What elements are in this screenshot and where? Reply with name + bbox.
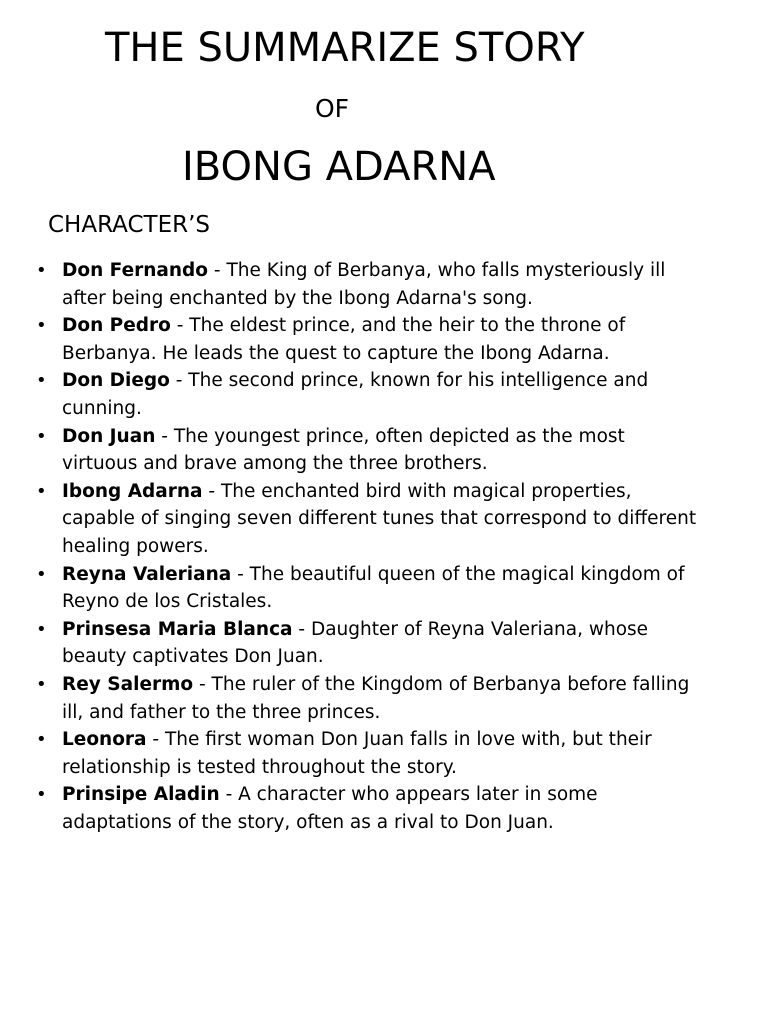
character-item	[36, 257, 702, 312]
character-name: Reyna Valeriana	[62, 563, 232, 585]
bullet-icon: •	[36, 480, 47, 502]
character-list	[36, 257, 702, 836]
document-title-subject: IBONG ADARNA	[182, 144, 496, 190]
character-description: - The first woman Don Juan falls in love with, but their relationship is tested throughout the story.	[62, 729, 652, 778]
bullet-icon: •	[36, 618, 47, 640]
bullet-icon: •	[36, 784, 47, 806]
bullet-icon: •	[36, 563, 47, 585]
character-name: Don Juan	[62, 425, 156, 447]
character-name: Prinsesa Maria Blanca	[62, 618, 293, 640]
character-name: Don Diego	[62, 370, 170, 392]
bullet-icon: •	[36, 425, 47, 447]
character-description: - The enchanted bird with magical properties, capable of singing seven different tunes that correspond to different healing powers.	[62, 480, 697, 557]
character-description: - The eldest prince, and the heir to the throne of Berbanya. He leads the quest to capture the Ibong Adarna.	[62, 315, 626, 364]
bullet-icon: •	[36, 370, 47, 392]
character-description: - A character who appears later in some adaptations of the story, often as a rival to Don Juan.	[62, 784, 598, 833]
character-item	[36, 312, 702, 367]
character-name: Don Pedro	[62, 315, 171, 337]
document-title-connector: OF	[315, 94, 350, 123]
character-name: Ibong Adarna	[62, 480, 203, 502]
character-item	[36, 781, 702, 836]
character-name: Don Fernando	[62, 260, 209, 281]
character-description: - The second prince, known for his intelligence and cunning.	[62, 370, 649, 419]
character-name: Prinsipe Aladin	[62, 784, 220, 806]
document-title: THE SUMMARIZE STORY	[105, 25, 585, 71]
bullet-icon: •	[36, 315, 47, 337]
character-description: - Daughter of Reyna Valeriana, whose beauty captivates Don Juan.	[62, 618, 649, 668]
bullet-icon: •	[36, 673, 47, 695]
bullet-icon: •	[36, 729, 47, 751]
character-name: Rey Salermo	[62, 673, 194, 695]
character-item	[36, 478, 702, 561]
characters-heading: CHARACTER’S	[48, 212, 210, 238]
character-item	[36, 616, 702, 671]
character-description: - The ruler of the Kingdom of Berbanya before falling ill, and father to the three princes.	[62, 673, 690, 723]
character-name: Leonora	[62, 729, 147, 751]
character-description: - The beautiful queen of the magical kingdom of Reyno de los Cristales.	[62, 563, 685, 613]
character-item	[36, 726, 702, 781]
character-item	[36, 367, 702, 422]
bullet-icon: •	[36, 260, 47, 281]
character-description: - The King of Berbanya, who falls mysteriously ill after being enchanted by the Ibong Adarna's song.	[62, 260, 666, 309]
character-item	[36, 423, 702, 478]
character-description: - The youngest prince, often depicted as the most virtuous and brave among the three brothers.	[62, 425, 625, 475]
character-item	[36, 561, 702, 616]
character-item	[36, 671, 702, 726]
